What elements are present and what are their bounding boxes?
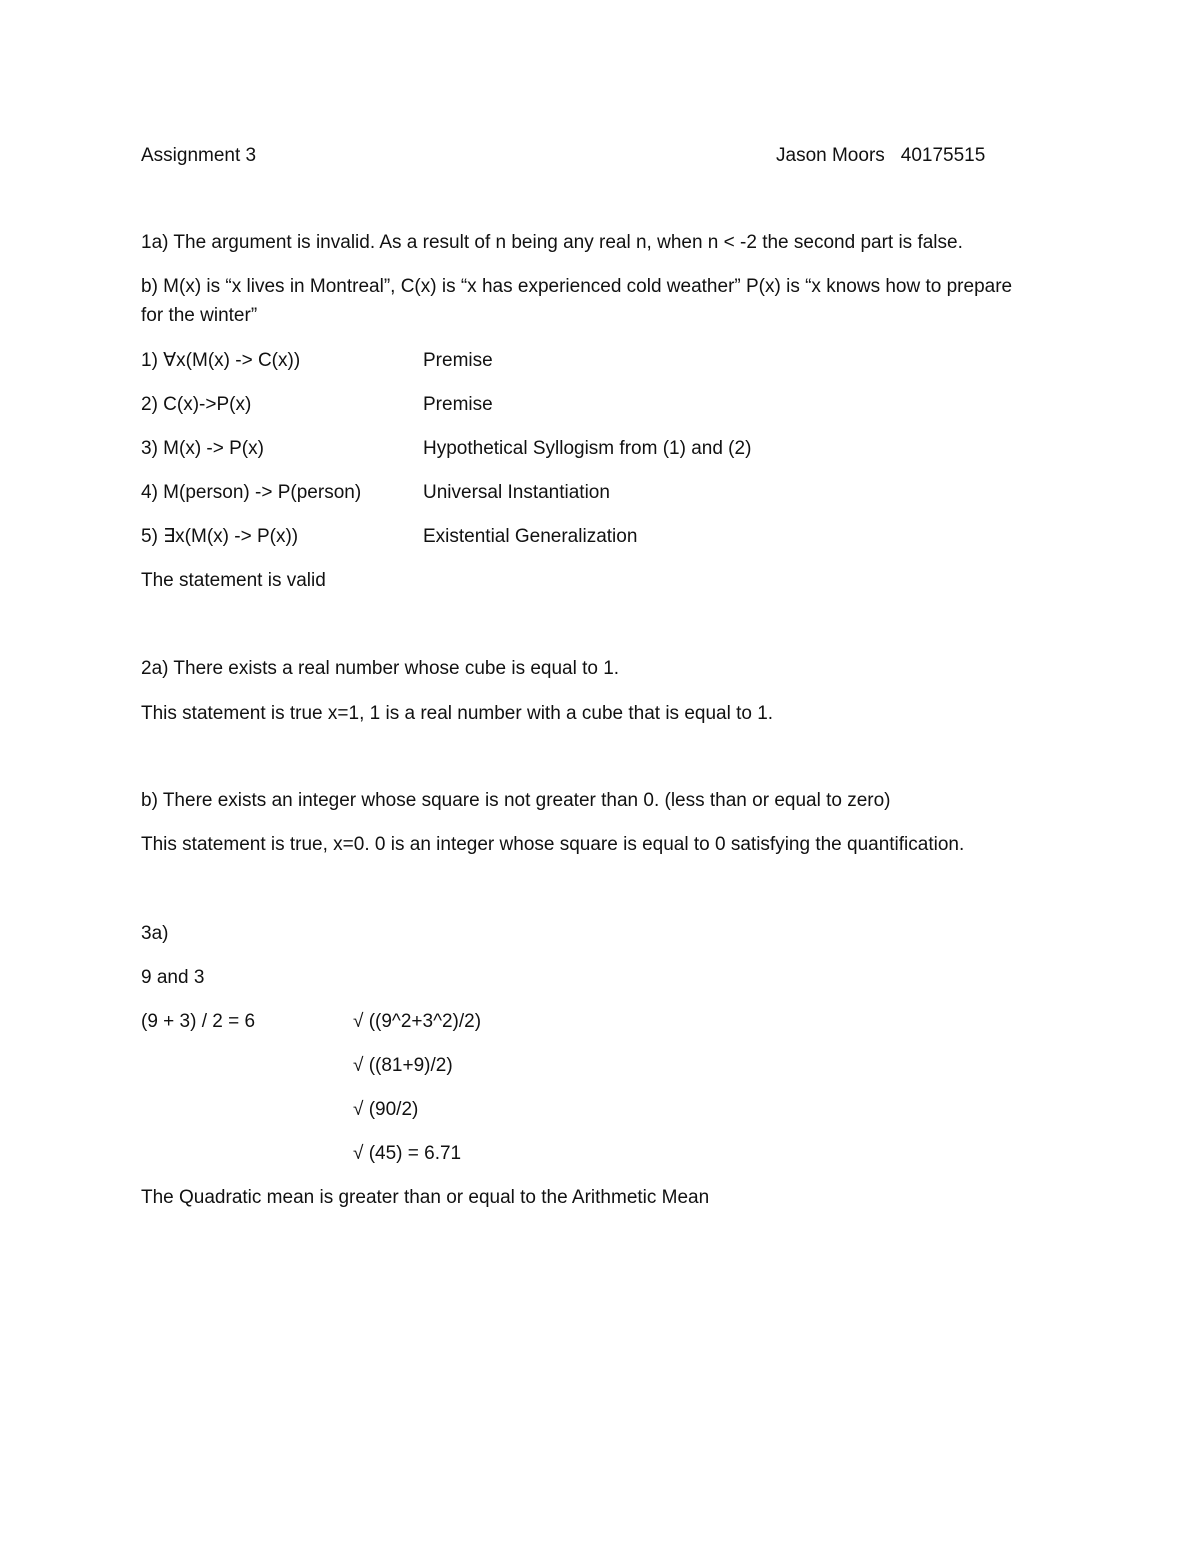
- author-block: [776, 144, 985, 168]
- quadratic-mean-step-2: √ ((81+9)/2): [353, 1055, 453, 1076]
- quadratic-mean-step-1: √ ((9^2+3^2)/2): [353, 1011, 482, 1032]
- q3-conclusion: The Quadratic mean is greater than or equal to the Arithmetic Mean: [141, 1187, 710, 1208]
- q1a-text: 1a) The argument is invalid. As a result of n being any real n, when n < -2 the second part is false.: [141, 232, 963, 253]
- quadratic-mean-step-3: √ (90/2): [353, 1099, 419, 1120]
- proof-step-2-statement: 2) C(x)->P(x): [141, 394, 252, 415]
- student-id: 40175515: [900, 145, 986, 166]
- q2b-text: b) There exists an integer whose square is not greater than 0. (less than or equal to zero): [141, 790, 891, 811]
- proof-step-5-statement: 5) ∃x(M(x) -> P(x)): [141, 526, 299, 547]
- proof-step-1-statement: 1) ∀x(M(x) -> C(x)): [141, 350, 301, 371]
- q1-conclusion: The statement is valid: [141, 570, 326, 591]
- author-name: Jason Moors: [776, 145, 885, 166]
- proof-step-1-rule: Premise: [423, 350, 493, 371]
- q3-numbers: 9 and 3: [141, 967, 205, 988]
- q1b-text-line2: for the winter”: [141, 305, 258, 326]
- q2a-answer: This statement is true x=1, 1 is a real number with a cube that is equal to 1.: [141, 703, 774, 724]
- assignment-title: Assignment 3: [141, 145, 257, 166]
- proof-step-4-rule: Universal Instantiation: [423, 482, 610, 503]
- proof-step-3-statement: 3) M(x) -> P(x): [141, 438, 264, 459]
- q2b-answer: This statement is true, x=0. 0 is an integer whose square is equal to 0 satisfying the quantification.: [141, 834, 965, 855]
- proof-step-2-rule: Premise: [423, 394, 493, 415]
- quadratic-mean-step-4: √ (45) = 6.71: [353, 1143, 462, 1164]
- q2a-text: 2a) There exists a real number whose cube is equal to 1.: [141, 658, 620, 679]
- q1b-text-line1: b) M(x) is “x lives in Montreal”, C(x) is “x has experienced cold weather” P(x) is “x knows how to prepare: [141, 276, 1013, 297]
- proof-step-3-rule: Hypothetical Syllogism from (1) and (2): [423, 438, 752, 459]
- arithmetic-mean-calc: (9 + 3) / 2 = 6: [141, 1011, 256, 1032]
- q3a-label: 3a): [141, 923, 169, 944]
- proof-step-5-rule: Existential Generalization: [423, 526, 638, 547]
- proof-step-4-statement: 4) M(person) -> P(person): [141, 482, 362, 503]
